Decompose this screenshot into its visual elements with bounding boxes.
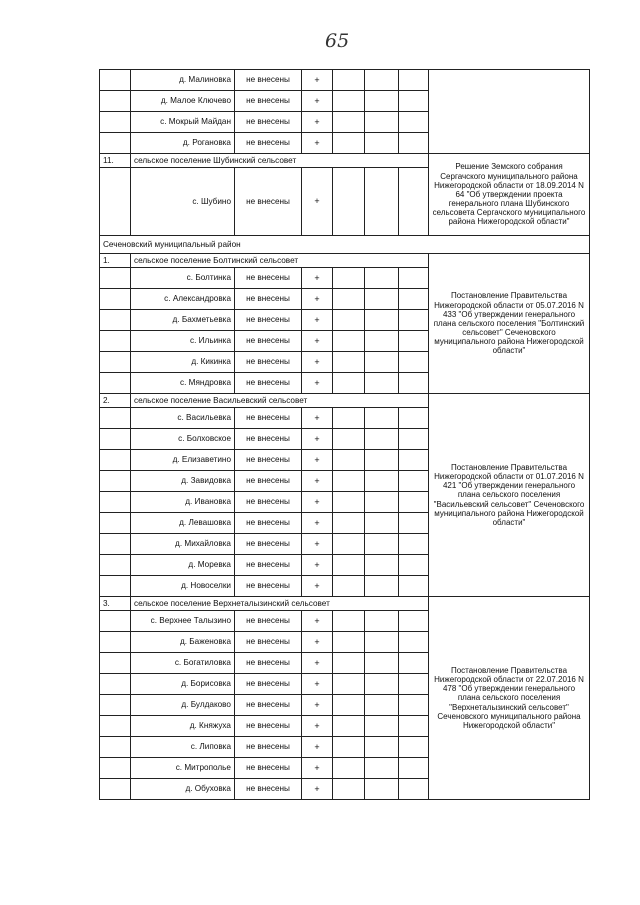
number-cell (100, 716, 131, 737)
empty-cell (333, 632, 365, 653)
number-cell (100, 331, 131, 352)
village-name: д. Бахметьевка (131, 310, 235, 331)
village-name: д. Обуховка (131, 779, 235, 800)
number-cell (100, 674, 131, 695)
status-cell: не внесены (235, 70, 302, 91)
status-cell: не внесены (235, 632, 302, 653)
empty-cell (333, 674, 365, 695)
village-name: д. Баженовка (131, 632, 235, 653)
status-cell: не внесены (235, 513, 302, 534)
table-row (100, 597, 590, 611)
settlement-number: 11. (100, 154, 131, 168)
empty-cell (333, 289, 365, 310)
village-name: д. Рогановка (131, 133, 235, 154)
status-cell: не внесены (235, 450, 302, 471)
mark-cell: + (302, 429, 333, 450)
empty-cell (333, 716, 365, 737)
page-number: 65 (325, 30, 350, 52)
mark-cell: + (302, 653, 333, 674)
empty-cell (365, 779, 399, 800)
table-row (100, 70, 590, 91)
empty-cell (399, 695, 429, 716)
status-cell: не внесены (235, 112, 302, 133)
empty-cell (365, 716, 399, 737)
empty-cell (399, 779, 429, 800)
village-name: д. Левашовка (131, 513, 235, 534)
status-cell: не внесены (235, 352, 302, 373)
empty-cell (399, 555, 429, 576)
table-row (100, 394, 590, 408)
empty-cell (333, 779, 365, 800)
settlement-number: 2. (100, 394, 131, 408)
status-cell: не внесены (235, 471, 302, 492)
document-reference: Постановление Правительства Нижегородской области от 01.07.2016 N 421 "Об утверждении генерального плана сельского поселения "Васильевский сельсовет" Сеченовского муниципального района Нижегородской области" (429, 394, 590, 597)
number-cell (100, 555, 131, 576)
empty-cell (333, 758, 365, 779)
number-cell (100, 70, 131, 91)
empty-cell (399, 112, 429, 133)
empty-cell (365, 168, 399, 236)
status-cell: не внесены (235, 310, 302, 331)
empty-cell (399, 653, 429, 674)
village-name: с. Александровка (131, 289, 235, 310)
status-cell: не внесены (235, 168, 302, 236)
empty-cell (365, 310, 399, 331)
mark-cell: + (302, 408, 333, 429)
empty-cell (365, 408, 399, 429)
empty-cell (365, 576, 399, 597)
empty-cell (333, 91, 365, 112)
empty-cell (365, 513, 399, 534)
number-cell (100, 632, 131, 653)
empty-cell (399, 408, 429, 429)
number-cell (100, 310, 131, 331)
number-cell (100, 450, 131, 471)
status-cell: не внесены (235, 429, 302, 450)
number-cell (100, 758, 131, 779)
village-name: д. Княжуха (131, 716, 235, 737)
status-cell: не внесены (235, 576, 302, 597)
document-reference (429, 70, 590, 154)
number-cell (100, 576, 131, 597)
village-name: с. Мокрый Майдан (131, 112, 235, 133)
empty-cell (399, 674, 429, 695)
empty-cell (365, 632, 399, 653)
empty-cell (365, 70, 399, 91)
empty-cell (399, 168, 429, 236)
settlement-number: 1. (100, 254, 131, 268)
empty-cell (399, 471, 429, 492)
empty-cell (365, 555, 399, 576)
empty-cell (365, 674, 399, 695)
empty-cell (333, 611, 365, 632)
empty-cell (333, 450, 365, 471)
status-cell: не внесены (235, 555, 302, 576)
settlement-name: сельское поселение Верхнеталызинский сельсовет (131, 597, 429, 611)
village-name: д. Новоселки (131, 576, 235, 597)
empty-cell (333, 331, 365, 352)
empty-cell (365, 492, 399, 513)
settlement-name: сельское поселение Болтинский сельсовет (131, 254, 429, 268)
number-cell (100, 471, 131, 492)
mark-cell: + (302, 352, 333, 373)
mark-cell: + (302, 268, 333, 289)
settlement-name: сельское поселение Васильевский сельсовет (131, 394, 429, 408)
mark-cell: + (302, 168, 333, 236)
mark-cell: + (302, 133, 333, 154)
empty-cell (333, 513, 365, 534)
status-cell: не внесены (235, 674, 302, 695)
mark-cell: + (302, 289, 333, 310)
village-name: с. Шубино (131, 168, 235, 236)
number-cell (100, 91, 131, 112)
mark-cell: + (302, 555, 333, 576)
mark-cell: + (302, 112, 333, 133)
table-row (100, 154, 590, 168)
table-row (100, 254, 590, 268)
mark-cell: + (302, 331, 333, 352)
document-reference: Постановление Правительства Нижегородской области от 05.07.2016 N 433 "Об утверждении генерального плана сельского поселения "Болтинский сельсовет" Сеченовского муниципального района Нижегородской области" (429, 254, 590, 394)
status-cell: не внесены (235, 373, 302, 394)
village-name: д. Кикинка (131, 352, 235, 373)
number-cell (100, 737, 131, 758)
empty-cell (399, 289, 429, 310)
empty-cell (365, 133, 399, 154)
empty-cell (333, 576, 365, 597)
number-cell (100, 492, 131, 513)
empty-cell (399, 737, 429, 758)
district-name: Сеченовский муниципальный район (100, 236, 590, 254)
empty-cell (333, 534, 365, 555)
empty-cell (399, 70, 429, 91)
empty-cell (333, 471, 365, 492)
empty-cell (333, 492, 365, 513)
number-cell (100, 653, 131, 674)
empty-cell (399, 352, 429, 373)
empty-cell (333, 310, 365, 331)
mark-cell: + (302, 450, 333, 471)
empty-cell (399, 268, 429, 289)
mark-cell: + (302, 91, 333, 112)
empty-cell (365, 289, 399, 310)
empty-cell (399, 331, 429, 352)
village-name: с. Богатиловка (131, 653, 235, 674)
status-cell: не внесены (235, 534, 302, 555)
empty-cell (333, 168, 365, 236)
village-name: д. Елизаветино (131, 450, 235, 471)
number-cell (100, 352, 131, 373)
empty-cell (333, 373, 365, 394)
settlements-table (99, 69, 590, 800)
village-name: с. Ильинка (131, 331, 235, 352)
status-cell: не внесены (235, 758, 302, 779)
number-cell (100, 429, 131, 450)
number-cell (100, 112, 131, 133)
village-name: с. Липовка (131, 737, 235, 758)
status-cell: не внесены (235, 716, 302, 737)
status-cell: не внесены (235, 492, 302, 513)
empty-cell (333, 408, 365, 429)
empty-cell (399, 310, 429, 331)
empty-cell (365, 534, 399, 555)
status-cell: не внесены (235, 737, 302, 758)
empty-cell (399, 133, 429, 154)
settlement-number: 3. (100, 597, 131, 611)
empty-cell (333, 695, 365, 716)
empty-cell (365, 450, 399, 471)
number-cell (100, 133, 131, 154)
status-cell: не внесены (235, 268, 302, 289)
mark-cell: + (302, 674, 333, 695)
village-name: с. Мяндровка (131, 373, 235, 394)
empty-cell (365, 429, 399, 450)
mark-cell: + (302, 737, 333, 758)
status-cell: не внесены (235, 611, 302, 632)
village-name: д. Малое Ключево (131, 91, 235, 112)
status-cell: не внесены (235, 695, 302, 716)
empty-cell (333, 70, 365, 91)
village-name: д. Ивановка (131, 492, 235, 513)
village-name: с. Болховское (131, 429, 235, 450)
number-cell (100, 534, 131, 555)
empty-cell (365, 653, 399, 674)
empty-cell (399, 632, 429, 653)
mark-cell: + (302, 373, 333, 394)
empty-cell (365, 611, 399, 632)
village-name: д. Булдаково (131, 695, 235, 716)
empty-cell (399, 373, 429, 394)
village-name: д. Моревка (131, 555, 235, 576)
mark-cell: + (302, 513, 333, 534)
number-cell (100, 513, 131, 534)
empty-cell (399, 716, 429, 737)
status-cell: не внесены (235, 653, 302, 674)
village-name: с. Митрополье (131, 758, 235, 779)
document-reference: Постановление Правительства Нижегородской области от 22.07.2016 N 478 "Об утверждении генерального плана сельского поселения "Верхнеталызинский сельсовет" Сеченовского муниципального района Нижегородской области" (429, 597, 590, 800)
empty-cell (333, 133, 365, 154)
settlement-name: сельское поселение Шубинский сельсовет (131, 154, 429, 168)
status-cell: не внесены (235, 133, 302, 154)
empty-cell (365, 331, 399, 352)
empty-cell (399, 576, 429, 597)
district-row (100, 236, 590, 254)
mark-cell: + (302, 779, 333, 800)
village-name: с. Верхнее Талызино (131, 611, 235, 632)
mark-cell: + (302, 471, 333, 492)
empty-cell (365, 695, 399, 716)
number-cell (100, 289, 131, 310)
status-cell: не внесены (235, 408, 302, 429)
number-cell (100, 779, 131, 800)
empty-cell (399, 429, 429, 450)
village-name: с. Васильевка (131, 408, 235, 429)
village-name: д. Борисовка (131, 674, 235, 695)
mark-cell: + (302, 716, 333, 737)
village-name: с. Болтинка (131, 268, 235, 289)
empty-cell (365, 471, 399, 492)
empty-cell (333, 737, 365, 758)
number-cell (100, 695, 131, 716)
empty-cell (333, 429, 365, 450)
empty-cell (333, 112, 365, 133)
empty-cell (365, 373, 399, 394)
empty-cell (399, 492, 429, 513)
village-name: д. Завидовка (131, 471, 235, 492)
empty-cell (333, 268, 365, 289)
status-cell: не внесены (235, 91, 302, 112)
document-reference: Решение Земского собрания Сергачского муниципального района Нижегородской области от 18.09.2014 N 64 "Об утверждении проекта генерального плана Шубинского сельсовета Сергачского муниципального района Нижегородской области" (429, 154, 590, 236)
empty-cell (365, 112, 399, 133)
status-cell: не внесены (235, 779, 302, 800)
mark-cell: + (302, 611, 333, 632)
empty-cell (365, 352, 399, 373)
mark-cell: + (302, 632, 333, 653)
empty-cell (399, 513, 429, 534)
mark-cell: + (302, 534, 333, 555)
empty-cell (399, 611, 429, 632)
empty-cell (399, 534, 429, 555)
empty-cell (333, 653, 365, 674)
mark-cell: + (302, 758, 333, 779)
empty-cell (333, 352, 365, 373)
mark-cell: + (302, 310, 333, 331)
number-cell (100, 168, 131, 236)
number-cell (100, 373, 131, 394)
mark-cell: + (302, 70, 333, 91)
status-cell: не внесены (235, 331, 302, 352)
mark-cell: + (302, 576, 333, 597)
empty-cell (365, 737, 399, 758)
empty-cell (399, 758, 429, 779)
number-cell (100, 611, 131, 632)
status-cell: не внесены (235, 289, 302, 310)
mark-cell: + (302, 695, 333, 716)
empty-cell (399, 91, 429, 112)
mark-cell: + (302, 492, 333, 513)
empty-cell (365, 268, 399, 289)
empty-cell (333, 555, 365, 576)
empty-cell (399, 450, 429, 471)
number-cell (100, 268, 131, 289)
village-name: д. Малиновка (131, 70, 235, 91)
empty-cell (365, 91, 399, 112)
number-cell (100, 408, 131, 429)
empty-cell (365, 758, 399, 779)
village-name: д. Михайловка (131, 534, 235, 555)
